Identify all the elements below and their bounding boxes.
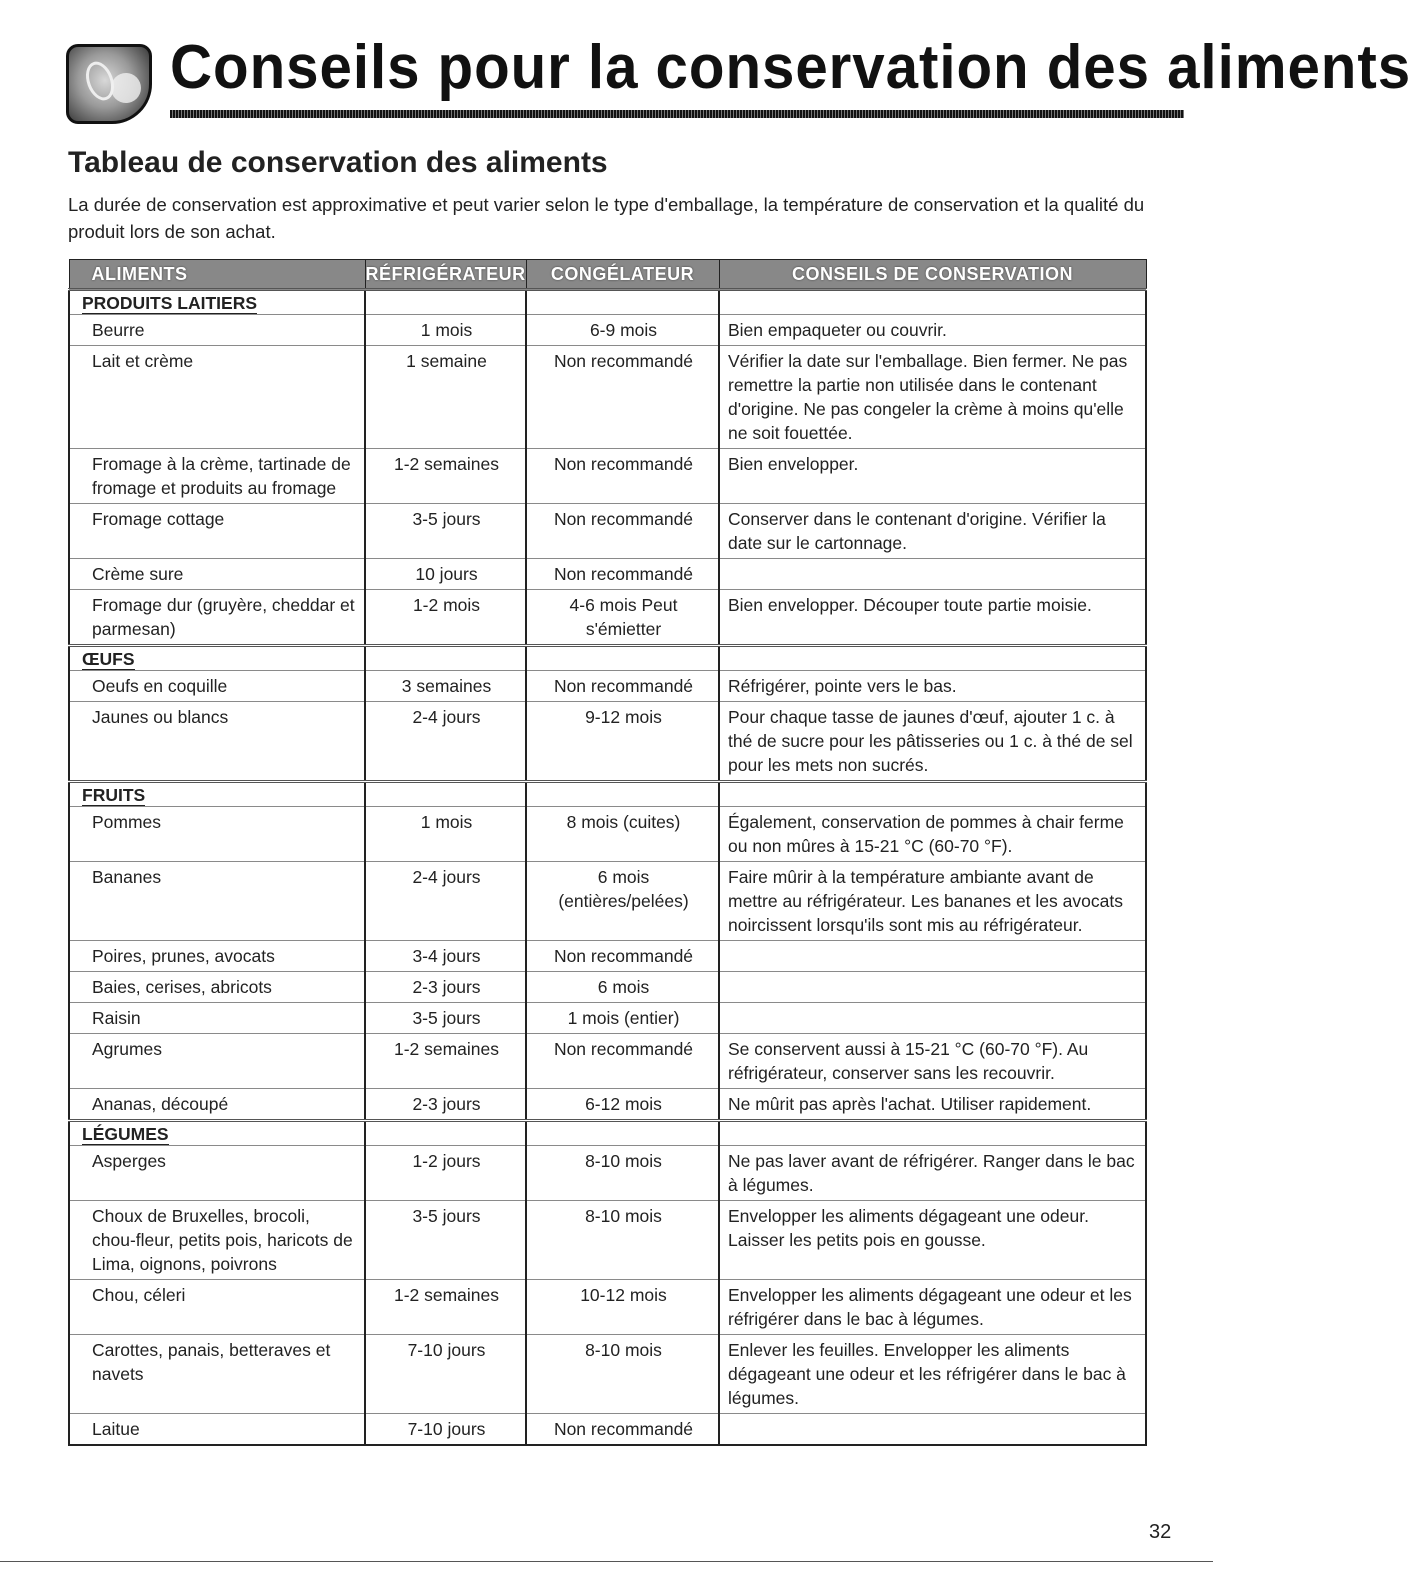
table-row <box>69 346 1146 449</box>
storage-tips-cell: Conserver dans le contenant d'origine. Vérifier la date sur le cartonnage. <box>719 504 1146 559</box>
freezer-duration-cell: 8-10 mois <box>526 1146 719 1201</box>
table-row <box>69 702 1146 782</box>
freezer-duration-cell: 9-12 mois <box>526 702 719 782</box>
storage-tips-cell: Enlever les feuilles. Envelopper les aliments dégageant une odeur et les réfrigérer dans le bac à légumes. <box>719 1335 1146 1414</box>
freezer-duration-cell: 6-9 mois <box>526 315 719 346</box>
table-row <box>69 1089 1146 1121</box>
category-label: ŒUFS <box>82 649 135 669</box>
storage-tips-cell: Également, conservation de pommes à chair ferme ou non mûres à 15-21 °C (60-70 °F). <box>719 807 1146 862</box>
table-row <box>69 941 1146 972</box>
section-title: Tableau de conservation des aliments <box>68 146 608 179</box>
freezer-duration-cell: 6 mois <box>526 972 719 1003</box>
table-header-row <box>69 260 1146 290</box>
food-name-cell: Fromage dur (gruyère, cheddar et parmesan) <box>69 590 365 646</box>
refrigerator-duration-cell: 3-5 jours <box>365 1201 526 1280</box>
category-cell <box>69 782 365 807</box>
refrigerator-duration-cell: 1-2 semaines <box>365 449 526 504</box>
storage-tips-cell: Bien envelopper. Découper toute partie moisie. <box>719 590 1146 646</box>
freezer-duration-cell: Non recommandé <box>526 941 719 972</box>
table-row <box>69 1034 1146 1089</box>
food-name-cell: Chou, céleri <box>69 1280 365 1335</box>
storage-tips-cell <box>719 559 1146 590</box>
category-row <box>69 290 1146 315</box>
refrigerator-duration-cell: 1-2 semaines <box>365 1280 526 1335</box>
storage-tips-cell: Bien empaqueter ou couvrir. <box>719 315 1146 346</box>
storage-tips-cell: Vérifier la date sur l'emballage. Bien fermer. Ne pas remettre la partie non utilisée dans le contenant d'origine. Ne pas congeler la crème à moins qu'elle ne soit fouettée. <box>719 346 1146 449</box>
food-name-cell: Asperges <box>69 1146 365 1201</box>
page-banner <box>66 33 1411 124</box>
table-row <box>69 1201 1146 1280</box>
footer-rule <box>0 1561 1213 1562</box>
food-storage-table <box>68 259 1147 1446</box>
freezer-duration-cell: Non recommandé <box>526 559 719 590</box>
header-refrigerateur: RÉFRIGÉRATEUR <box>365 260 526 290</box>
freezer-duration-cell: 10-12 mois <box>526 1280 719 1335</box>
category-empty-cell <box>526 290 719 315</box>
category-cell <box>69 290 365 315</box>
table-row <box>69 504 1146 559</box>
food-name-cell: Crème sure <box>69 559 365 590</box>
freezer-duration-cell: 6 mois (entières/pelées) <box>526 862 719 941</box>
storage-tips-cell: Faire mûrir à la température ambiante avant de mettre au réfrigérateur. Les bananes et les avocats noircissent lorsqu'ils sont mis au réfrigérateur. <box>719 862 1146 941</box>
table-row <box>69 862 1146 941</box>
category-label: LÉGUMES <box>82 1124 169 1144</box>
freezer-duration-cell: 4-6 mois Peut s'émietter <box>526 590 719 646</box>
food-name-cell: Baies, cerises, abricots <box>69 972 365 1003</box>
storage-tips-cell <box>719 1003 1146 1034</box>
table-row <box>69 807 1146 862</box>
table-row <box>69 590 1146 646</box>
freezer-duration-cell: Non recommandé <box>526 346 719 449</box>
page-number: 32 <box>1149 1521 1172 1543</box>
category-empty-cell <box>526 782 719 807</box>
banner-rule <box>170 110 1184 118</box>
storage-tips-cell <box>719 1414 1146 1446</box>
food-name-cell: Raisin <box>69 1003 365 1034</box>
category-empty-cell <box>719 1121 1146 1146</box>
category-cell <box>69 646 365 671</box>
refrigerator-duration-cell: 2-4 jours <box>365 702 526 782</box>
storage-tips-cell: Ne mûrit pas après l'achat. Utiliser rapidement. <box>719 1089 1146 1121</box>
banner-title: Conseils pour la conservation des aliments <box>170 33 1411 102</box>
category-row <box>69 782 1146 807</box>
category-empty-cell <box>526 646 719 671</box>
food-name-cell: Lait et crème <box>69 346 365 449</box>
freezer-duration-cell: 1 mois (entier) <box>526 1003 719 1034</box>
category-cell <box>69 1121 365 1146</box>
storage-tips-cell <box>719 941 1146 972</box>
storage-tips-cell: Envelopper les aliments dégageant une odeur. Laisser les petits pois en gousse. <box>719 1201 1146 1280</box>
food-name-cell: Agrumes <box>69 1034 365 1089</box>
category-empty-cell <box>365 1121 526 1146</box>
header-aliments: ALIMENTS <box>69 260 365 290</box>
header-conseils: CONSEILS DE CONSERVATION <box>719 260 1146 290</box>
food-name-cell: Bananes <box>69 862 365 941</box>
category-row <box>69 1121 1146 1146</box>
category-empty-cell <box>719 646 1146 671</box>
storage-tips-cell: Bien envelopper. <box>719 449 1146 504</box>
food-name-cell: Laitue <box>69 1414 365 1446</box>
table-body <box>69 290 1146 1446</box>
storage-tips-cell: Envelopper les aliments dégageant une odeur et les réfrigérer dans le bac à légumes. <box>719 1280 1146 1335</box>
category-empty-cell <box>526 1121 719 1146</box>
food-name-cell: Beurre <box>69 315 365 346</box>
table-row <box>69 1414 1146 1446</box>
storage-tips-cell: Réfrigérer, pointe vers le bas. <box>719 671 1146 702</box>
table-row <box>69 1280 1146 1335</box>
category-label: FRUITS <box>82 785 146 805</box>
table-row <box>69 559 1146 590</box>
food-name-cell: Jaunes ou blancs <box>69 702 365 782</box>
table-row <box>69 1146 1146 1201</box>
refrigerator-duration-cell: 2-4 jours <box>365 862 526 941</box>
freezer-duration-cell: Non recommandé <box>526 1034 719 1089</box>
refrigerator-duration-cell: 1-2 jours <box>365 1146 526 1201</box>
food-name-cell: Fromage cottage <box>69 504 365 559</box>
freezer-duration-cell: Non recommandé <box>526 504 719 559</box>
storage-tips-cell: Pour chaque tasse de jaunes d'œuf, ajouter 1 c. à thé de sucre pour les pâtisseries ou 1 c. à thé de sel pour les mets non sucrés. <box>719 702 1146 782</box>
freezer-duration-cell: 8-10 mois <box>526 1335 719 1414</box>
category-label: PRODUITS LAITIERS <box>82 293 258 313</box>
refrigerator-duration-cell: 1 mois <box>365 315 526 346</box>
food-name-cell: Choux de Bruxelles, brocoli, chou-fleur, petits pois, haricots de Lima, oignons, poivrons <box>69 1201 365 1280</box>
storage-tips-cell: Se conservent aussi à 15-21 °C (60-70 °F). Au réfrigérateur, conserver sans les recouvrir. <box>719 1034 1146 1089</box>
refrigerator-duration-cell: 7-10 jours <box>365 1414 526 1446</box>
table-row <box>69 972 1146 1003</box>
category-empty-cell <box>719 782 1146 807</box>
food-photo-icon <box>66 44 152 124</box>
storage-tips-cell: Ne pas laver avant de réfrigérer. Ranger dans le bac à légumes. <box>719 1146 1146 1201</box>
food-name-cell: Pommes <box>69 807 365 862</box>
freezer-duration-cell: 6-12 mois <box>526 1089 719 1121</box>
refrigerator-duration-cell: 3-5 jours <box>365 504 526 559</box>
refrigerator-duration-cell: 7-10 jours <box>365 1335 526 1414</box>
table-row <box>69 449 1146 504</box>
refrigerator-duration-cell: 3 semaines <box>365 671 526 702</box>
freezer-duration-cell: 8-10 mois <box>526 1201 719 1280</box>
table-row <box>69 315 1146 346</box>
storage-tips-cell <box>719 972 1146 1003</box>
refrigerator-duration-cell: 1 mois <box>365 807 526 862</box>
refrigerator-duration-cell: 3-4 jours <box>365 941 526 972</box>
refrigerator-duration-cell: 10 jours <box>365 559 526 590</box>
refrigerator-duration-cell: 2-3 jours <box>365 972 526 1003</box>
food-name-cell: Carottes, panais, betteraves et navets <box>69 1335 365 1414</box>
refrigerator-duration-cell: 3-5 jours <box>365 1003 526 1034</box>
freezer-duration-cell: Non recommandé <box>526 671 719 702</box>
category-empty-cell <box>719 290 1146 315</box>
food-name-cell: Ananas, découpé <box>69 1089 365 1121</box>
freezer-duration-cell: 8 mois (cuites) <box>526 807 719 862</box>
refrigerator-duration-cell: 1-2 mois <box>365 590 526 646</box>
intro-paragraph: La durée de conservation est approximative et peut varier selon le type d'emballage, la température de conservation et la qualité du produit lors de son achat. <box>68 194 1145 242</box>
category-empty-cell <box>365 646 526 671</box>
table-row <box>69 671 1146 702</box>
freezer-duration-cell: Non recommandé <box>526 1414 719 1446</box>
refrigerator-duration-cell: 1 semaine <box>365 346 526 449</box>
table-row <box>69 1003 1146 1034</box>
refrigerator-duration-cell: 1-2 semaines <box>365 1034 526 1089</box>
category-empty-cell <box>365 290 526 315</box>
table-row <box>69 1335 1146 1414</box>
category-row <box>69 646 1146 671</box>
freezer-duration-cell: Non recommandé <box>526 449 719 504</box>
header-congelateur: CONGÉLATEUR <box>526 260 719 290</box>
category-empty-cell <box>365 782 526 807</box>
food-name-cell: Oeufs en coquille <box>69 671 365 702</box>
food-name-cell: Fromage à la crème, tartinade de fromage et produits au fromage <box>69 449 365 504</box>
refrigerator-duration-cell: 2-3 jours <box>365 1089 526 1121</box>
food-name-cell: Poires, prunes, avocats <box>69 941 365 972</box>
